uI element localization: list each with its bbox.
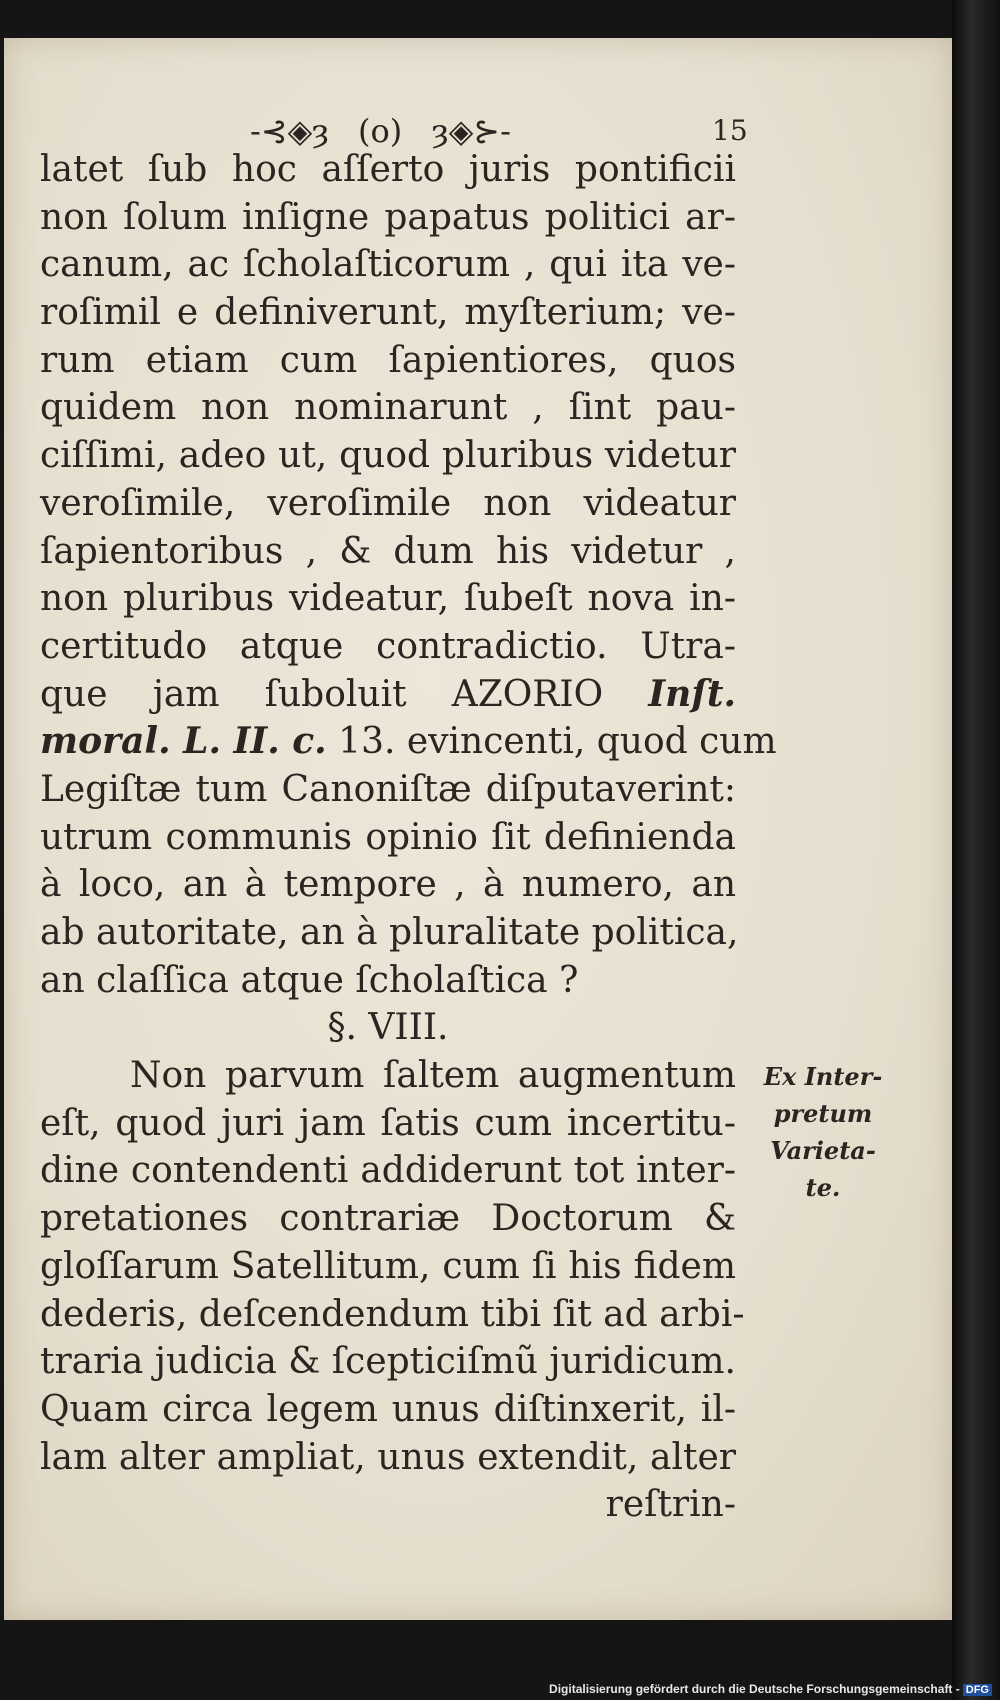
text-line: latet ſub hoc aſſerto juris pontificii xyxy=(40,149,736,190)
text-line: ab autoritate, an à pluralitate politica, xyxy=(40,912,739,953)
text-line: ſapientoribus , & dum his videtur , xyxy=(40,530,736,572)
text-line-part: 13. evincenti, quod cum xyxy=(326,721,777,763)
text-line: non pluribus videatur, ſubeſt nova in- xyxy=(40,578,736,620)
text-line: non ſolum inſigne papatus politici ar- xyxy=(40,196,736,238)
text-line: Non parvum ſaltem augmentum xyxy=(130,1055,736,1097)
text-line: roſimil e definiverunt, myſterium; ve- xyxy=(40,292,736,334)
text-line: Legiſtæ tum Canoniſtæ diſputaverint: xyxy=(40,768,736,810)
azorio-reference: Inſt. xyxy=(648,672,736,715)
text-line: pretationes contrariæ Doctorum & xyxy=(40,1198,736,1240)
text-line: gloſſarum Satellitum, cum ſi his fidem xyxy=(40,1245,736,1287)
text-line: quidem non nominarunt , ſint pau- xyxy=(40,387,736,429)
folio-number: 15 xyxy=(712,114,748,147)
marginal-line: te. xyxy=(805,1173,841,1202)
text-line: lam alter ampliat, unus extendit, alter xyxy=(40,1436,736,1478)
text-line: canum, ac ſcholaſticorum , qui ita ve- xyxy=(40,244,736,286)
main-text xyxy=(40,146,777,1529)
moral-reference: moral. L. II. c. xyxy=(40,720,327,763)
marginal-line: Ex Inter- xyxy=(763,1062,883,1091)
text-line: eſt, quod juri jam ſatis cum incertitu- xyxy=(40,1102,736,1144)
digitization-credit xyxy=(549,1682,992,1696)
text-line: certitudo atque contradictio. Utra- xyxy=(40,625,736,667)
text-line-part: que jam ſuboluit AZORIO xyxy=(40,673,604,715)
text-line: dine contendenti addiderunt tot inter- xyxy=(40,1150,736,1192)
header-mark: (o) xyxy=(358,112,403,150)
catchword: reſtrin- xyxy=(605,1484,736,1526)
text-line: dederis, deſcendendum tibi ſit ad arbi- xyxy=(40,1293,745,1335)
text-line: Quam circa legem unus diſtinxerit, il- xyxy=(40,1388,736,1430)
credit-text: Digitalisierung gefördert durch die Deutsche Forschungsgemeinschaft - xyxy=(549,1682,960,1696)
book-edge xyxy=(952,0,1000,1700)
marginal-line: pretum xyxy=(773,1099,873,1128)
ornament-right-icon: ȝ◈⊱- xyxy=(432,112,511,150)
text-line-reference xyxy=(40,718,777,766)
text-line: ciſſimi, adeo ut, quod pluribus videtur xyxy=(40,435,736,477)
text-line: utrum communis opinio ſit definienda xyxy=(40,816,736,858)
ornament-left-icon: -⊰◈ȝ xyxy=(250,112,329,150)
text-line: an claſſica atque ſcholaſtica ? xyxy=(40,959,579,1001)
text-line: traria judicia & ſcepticiſmũ juridicum. xyxy=(40,1341,736,1383)
text-line: rum etiam cum ſapientiores, quos xyxy=(40,339,736,381)
marginal-note xyxy=(748,1058,898,1206)
marginal-line: Varieta- xyxy=(770,1136,876,1165)
text-line-azorio xyxy=(40,671,736,719)
dfg-logo: DFG xyxy=(963,1684,992,1696)
text-line: veroſimile, veroſimile non videatur xyxy=(40,482,736,524)
text-line: à loco, an à tempore , à numero, an xyxy=(40,864,736,906)
section-heading: §. VIII. xyxy=(327,1007,449,1049)
